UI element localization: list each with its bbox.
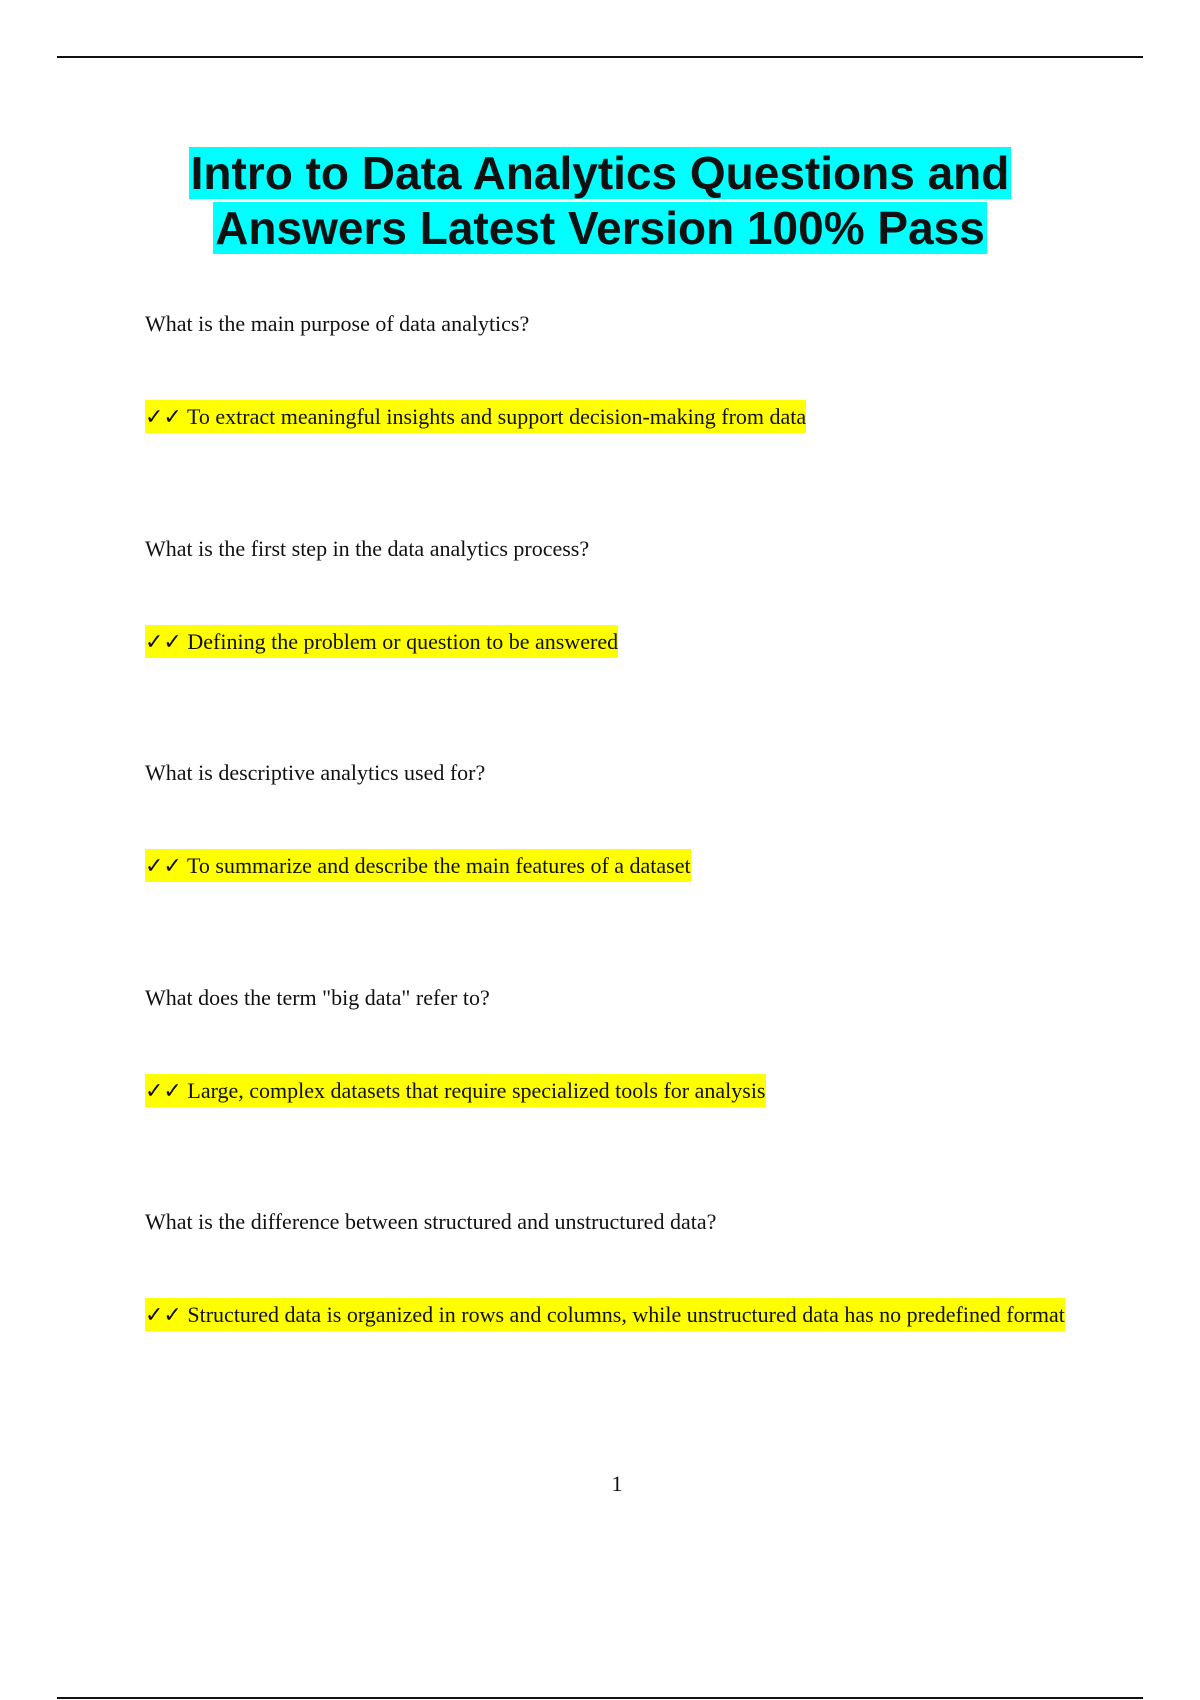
question-text: What is the first step in the data analytics process? — [145, 536, 590, 561]
title-text: Intro to Data Analytics Questions and Answers Latest Version 100% Pass — [190, 147, 1010, 254]
answer-label: Large, complex datasets that require specialized tools for analysis — [187, 1078, 766, 1103]
double-check-icon: ✓✓ — [145, 1079, 182, 1104]
question-text: What is the difference between structured and unstructured data? — [145, 1209, 717, 1234]
answer-label: Structured data is organized in rows and columns, while unstructured data has no predefined format — [187, 1302, 1065, 1327]
answer-highlight — [145, 1074, 766, 1107]
bottom-rule — [57, 1697, 1143, 1699]
question-text: What is the main purpose of data analytics? — [145, 311, 530, 336]
double-check-icon: ✓✓ — [145, 854, 182, 879]
answer-text — [145, 611, 1095, 673]
double-check-icon: ✓✓ — [145, 405, 182, 430]
answer-label: To extract meaningful insights and support decision-making from data — [186, 404, 807, 429]
answer-highlight — [145, 625, 618, 658]
double-check-icon: ✓✓ — [145, 1303, 182, 1328]
answer-highlight — [145, 400, 806, 433]
document-title — [100, 146, 1100, 256]
answer-text — [145, 835, 1095, 897]
answer-label: To summarize and describe the main features of a dataset — [186, 853, 691, 878]
answer-label: Defining the problem or question to be answered — [187, 629, 619, 654]
answer-highlight — [145, 1298, 1065, 1331]
page-number: 1 — [611, 1471, 623, 1496]
top-rule — [57, 56, 1143, 58]
question-text: What does the term "big data" refer to? — [145, 985, 490, 1010]
answer-text — [145, 1284, 1095, 1346]
answer-text — [145, 1060, 1095, 1122]
question-text: What is descriptive analytics used for? — [145, 760, 486, 785]
double-check-icon: ✓✓ — [145, 630, 182, 655]
answer-highlight — [145, 849, 691, 882]
answer-text — [145, 386, 1095, 448]
